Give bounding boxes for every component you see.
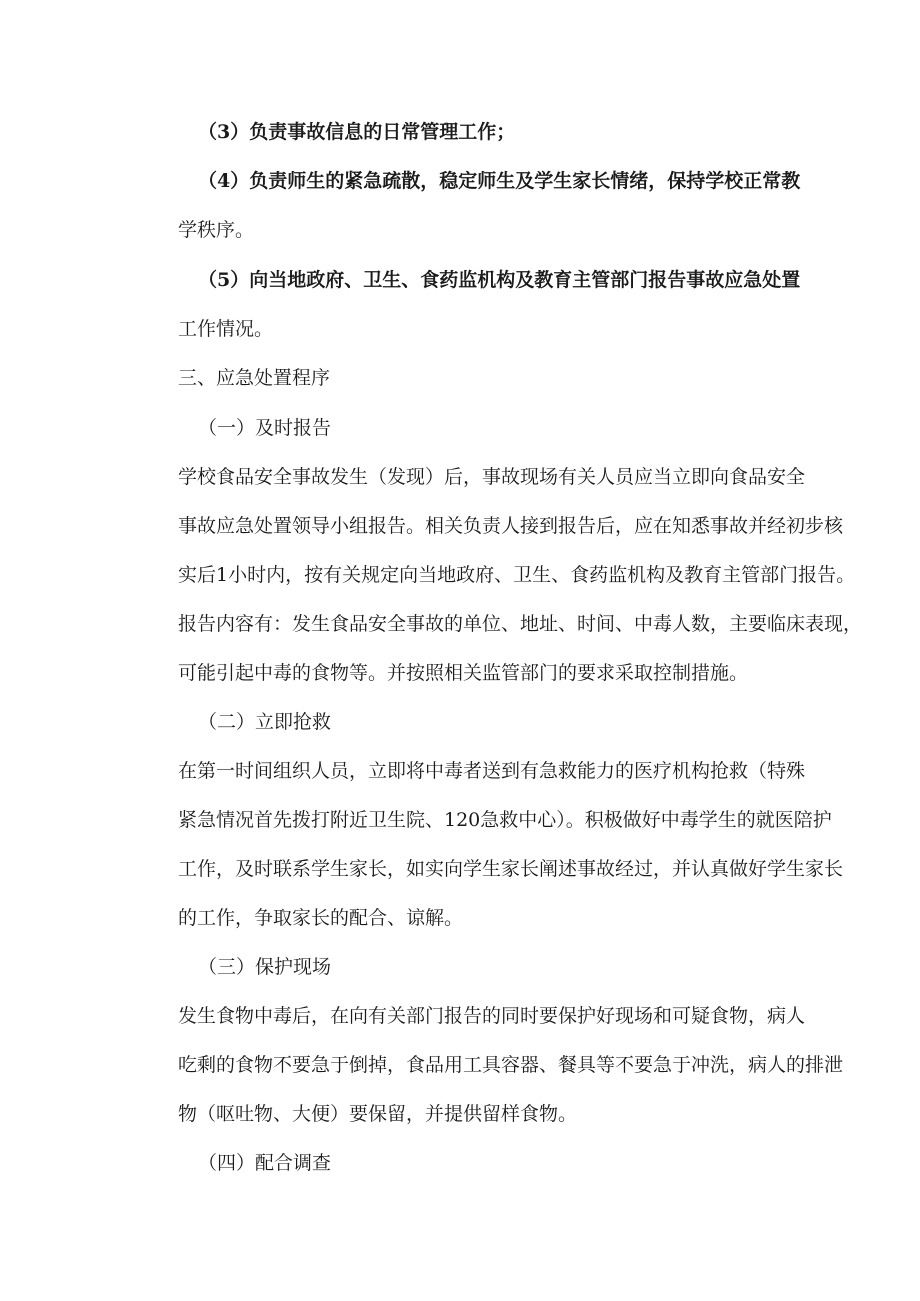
paragraph-1-line-1: 学校食品安全事故发生（发现）后，事故现场有关人员应当立即向食品安全 <box>178 466 806 488</box>
subsection-heading-3: （三）保护现场 <box>198 956 332 978</box>
list-item-4-line-1: （4）负责师生的紧急疏散，稳定师生及学生家长情绪，保持学校正常教 <box>198 170 801 192</box>
subsection-heading-2: （二）立即抢救 <box>198 711 332 733</box>
paragraph-2-line-2: 紧急情况首先拨打附近卫生院、120急救中心）。积极做好中毒学生的就医陪护 <box>178 809 832 831</box>
list-item-3: （3）负责事故信息的日常管理工作； <box>198 121 516 143</box>
paragraph-2-line-1: 在第一时间组织人员，立即将中毒者送到有急救能力的医疗机构抢救（特殊 <box>178 760 806 782</box>
section-heading: 三、应急处置程序 <box>178 367 331 389</box>
paragraph-1-line-3: 实后1小时内，按有关规定向当地政府、卫生、食药监机构及教育主管部门报告。 <box>178 564 856 586</box>
paragraph-2-line-4: 的工作，争取家长的配合、谅解。 <box>178 907 464 929</box>
paragraph-1-line-2: 事故应急处置领导小组报告。相关负责人接到报告后，应在知悉事故并经初步核 <box>178 515 844 537</box>
list-item-5-line-1: （5）向当地政府、卫生、食药监机构及教育主管部门报告事故应急处置 <box>198 269 801 291</box>
paragraph-1-line-4: 报告内容有：发生食品安全事故的单位、地址、时间、中毒人数，主要临床表现， <box>178 613 863 635</box>
paragraph-2-line-3: 工作，及时联系学生家长，如实向学生家长阐述事故经过，并认真做好学生家长 <box>178 858 844 880</box>
subsection-heading-1: （一）及时报告 <box>198 417 332 439</box>
subsection-heading-4: （四）配合调查 <box>198 1152 332 1174</box>
list-item-5-line-2: 工作情况。 <box>178 318 274 340</box>
paragraph-1-line-5: 可能引起中毒的食物等。并按照相关监管部门的要求采取控制措施。 <box>178 662 749 684</box>
paragraph-3-line-3: 物（呕吐物、大便）要保留，并提供留样食物。 <box>178 1103 578 1125</box>
paragraph-3-line-2: 吃剩的食物不要急于倒掉，食品用工具容器、餐具等不要急于冲洗，病人的排泄 <box>178 1054 844 1076</box>
paragraph-3-line-1: 发生食物中毒后，在向有关部门报告的同时要保护好现场和可疑食物，病人 <box>178 1005 806 1027</box>
list-item-4-line-2: 学秩序。 <box>178 219 255 241</box>
